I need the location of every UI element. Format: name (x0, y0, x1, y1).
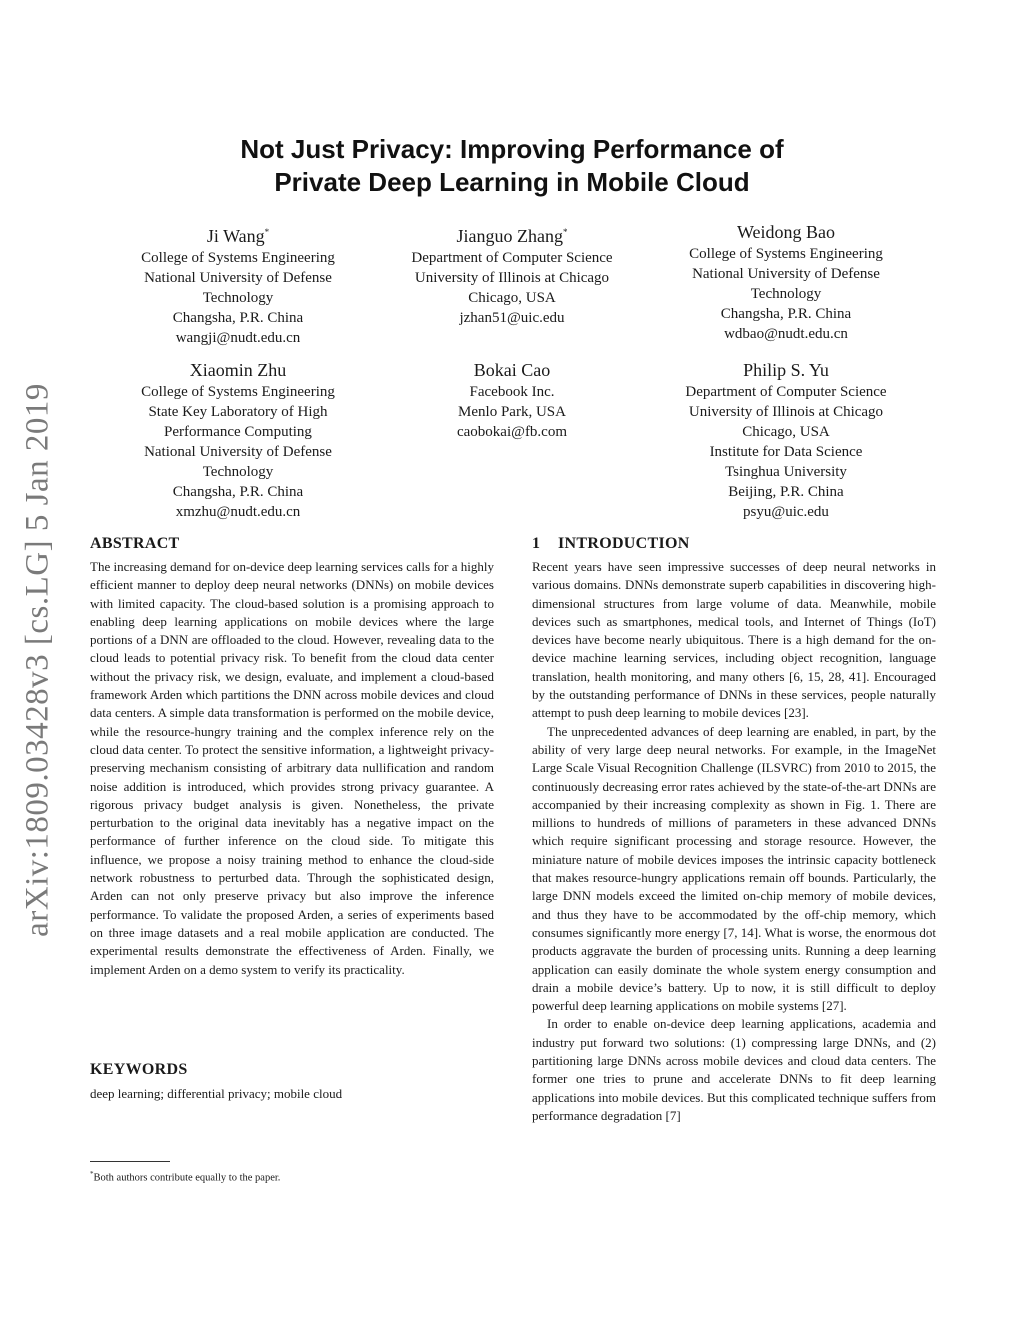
affiliation-line: Changsha, P.R. China (172, 484, 304, 500)
affiliation-line: Department of Computer Science (411, 250, 613, 266)
author-email: wangji@nudt.edu.cn (175, 330, 301, 346)
arxiv-identifier (6, 365, 70, 955)
affiliation-line: State Key Laboratory of High (148, 404, 328, 420)
author-block-5 (362, 359, 662, 442)
author-email: caobokai@fb.com (456, 424, 568, 440)
title-line-1: Not Just Privacy: Improving Performance of (240, 134, 784, 164)
author-block-2 (362, 221, 662, 328)
intro-paragraph-3: In order to enable on-device deep learning applications, academia and industry put forward two solutions: (1) compressing large DNNs, and (2) partitioning large DNNs across mobile devices and cloud data centers. The former one tries to prune and accelerate DNNs to fit deep learning applications into mobile devices. But this complicated technique suffers from performance degradation [7] (532, 1016, 936, 1123)
intro-paragraph-1: Recent years have seen impressive successes of deep neural networks in various domains. DNNs demonstrate superb capabilities in discovering high-dimensional structures from large volume of data. Meanwhile, mobile devices such as smartphones, medical tools, and Internet of Things (IoT) devices have become nearly ubiquitous. There is a high demand for the on-device machine learning services, including object recognition, language translation, health monitoring, and many others [6, 15, 28, 41]. Encouraged by the outstanding performance of DNNs in these services, people naturally attempt to push deep learning to mobile devices [23]. (532, 559, 936, 721)
abstract-text: The increasing demand for on-device deep learning services calls for a highly efficient manner to deploy deep neural networks (DNNs) on mobile devices with limited capacity. The cloud-based solution is a promising approach to enabling deep learning applications on mobile devices where the large portions of a DNN are offloaded to the cloud. However, revealing data to the cloud leads to potential privacy risk. To benefit from the cloud data center without the privacy risk, we design, evaluate, and implement a cloud-based framework Arden which partitions the DNN across mobile devices and cloud data centers. A simple data transformation is performed on the mobile device, while the resource-hungry training and the complex inference rely on the cloud data center. To protect the sensitive information, a lightweight privacy-preserving mechanism consisting of arbitrary data nullification and random noise addition is introduced, which provides strong privacy guarantee. A rigorous privacy budget analysis is given. Nonetheless, the private perturbation to the original data inevitably has a negative impact on the performance of further inference on the cloud side. To mitigate this influence, we propose a noisy training method to enhance the cloud-side network robustness to perturbed data. Through the sophisticated design, Arden can not only preserve privacy but also improve the inference performance. To validate the proposed Arden, a series of experiments based on three image datasets and a real mobile application are conducted. The experimental results demonstrate the effectiveness of Arden. Finally, we implement Arden on a demo system to verify its practicality. (90, 559, 494, 977)
affiliation-line: National University of Defense (692, 266, 880, 282)
paper-title (120, 133, 904, 199)
author-name: Ji Wang (206, 226, 265, 246)
footnote-text: Both authors contribute equally to the paper. (93, 1172, 281, 1184)
author-email: psyu@uic.edu (743, 504, 829, 520)
section-title: INTRODUCTION (558, 535, 690, 552)
author-name: Philip S. Yu (743, 360, 829, 380)
footnote-mark: * (90, 1170, 94, 1178)
section-number: 1 (532, 535, 541, 552)
keywords-heading: KEYWORDS (90, 1061, 188, 1078)
introduction-heading (532, 534, 690, 554)
author-name: Weidong Bao (736, 222, 836, 242)
keywords-text: deep learning; differential privacy; mobile cloud (90, 1086, 343, 1101)
affiliation-line: Department of Computer Science (685, 384, 887, 400)
equal-contribution-mark: * (264, 227, 270, 237)
author-block-6 (636, 359, 936, 522)
equal-contribution-mark: * (562, 227, 568, 237)
affiliation-line: Facebook Inc. (469, 384, 555, 400)
affiliation-line: Technology (202, 464, 274, 480)
author-email: wdbao@nudt.edu.cn (724, 326, 848, 342)
author-name: Jianguo Zhang (456, 226, 563, 246)
affiliation-line: University of Illinois at Chicago (688, 404, 884, 420)
author-name: Bokai Cao (473, 360, 551, 380)
author-block-3 (636, 221, 936, 344)
abstract-section (90, 558, 494, 979)
intro-paragraph-2: The unprecedented advances of deep learning are enabled, in part, by the ability of very large deep neural networks. For example, in the ImageNet Large Scale Visual Recognition Challenge (ILSVRC) from 2010 to 2015, the continuously decreasing error rates achieved by the state-of-the-art DNNs are accompanied by their increasing complexity as shown in Fig. 1. There are millions to hundreds of millions of parameters in these advanced DNNs which require significant processing and storage resource. However, the miniature nature of mobile devices imposes the intrinsic capacity bottleneck that makes resource-hungry applications remain off bounds. Particularly, the large DNN models exceed the limited on-chip memory of mobile devices, and thus they have to be accommodated by the off-chip memory, which consumes significantly more energy [7, 14]. What is worse, the enormous dot products aggravate the burden of processing units. Running a deep learning application can easily dominate the whole system energy consumption and drain a mobile device’s battery. Up to now, it is still difficult to deploy powerful deep learning applications on mobile systems [27]. (532, 723, 936, 1014)
keywords-section (90, 1085, 494, 1103)
affiliation-line: Tsinghua University (725, 464, 847, 480)
author-block-4 (88, 359, 388, 522)
affiliation-line: Institute for Data Science (709, 444, 863, 460)
footnote (90, 1167, 280, 1186)
affiliation-line: Chicago, USA (742, 424, 830, 440)
affiliation-line: Beijing, P.R. China (728, 484, 844, 500)
author-email: xmzhu@nudt.edu.cn (175, 504, 301, 520)
affiliation-line: Chicago, USA (468, 290, 556, 306)
affiliation-line: Changsha, P.R. China (172, 310, 304, 326)
footnote-rule (90, 1161, 170, 1162)
affiliation-line: College of Systems Engineering (141, 250, 335, 266)
arxiv-id-text: arXiv:1809.03428v3 [cs.LG] 5 Jan 2019 (19, 383, 56, 937)
affiliation-line: Technology (202, 290, 274, 306)
author-email: jzhan51@uic.edu (459, 310, 565, 326)
affiliation-line: Menlo Park, USA (458, 404, 566, 420)
affiliation-line: Changsha, P.R. China (720, 306, 852, 322)
affiliation-line: National University of Defense (144, 270, 332, 286)
affiliation-line: National University of Defense (144, 444, 332, 460)
affiliation-line: College of Systems Engineering (141, 384, 335, 400)
author-block-1 (88, 221, 388, 348)
title-line-2: Private Deep Learning in Mobile Cloud (274, 167, 750, 197)
introduction-section (532, 558, 936, 1125)
abstract-heading: ABSTRACT (90, 535, 180, 552)
affiliation-line: Technology (750, 286, 822, 302)
author-name: Xiaomin Zhu (189, 360, 287, 380)
affiliation-line: University of Illinois at Chicago (414, 270, 610, 286)
affiliation-line: Performance Computing (164, 424, 312, 440)
affiliation-line: College of Systems Engineering (689, 246, 883, 262)
